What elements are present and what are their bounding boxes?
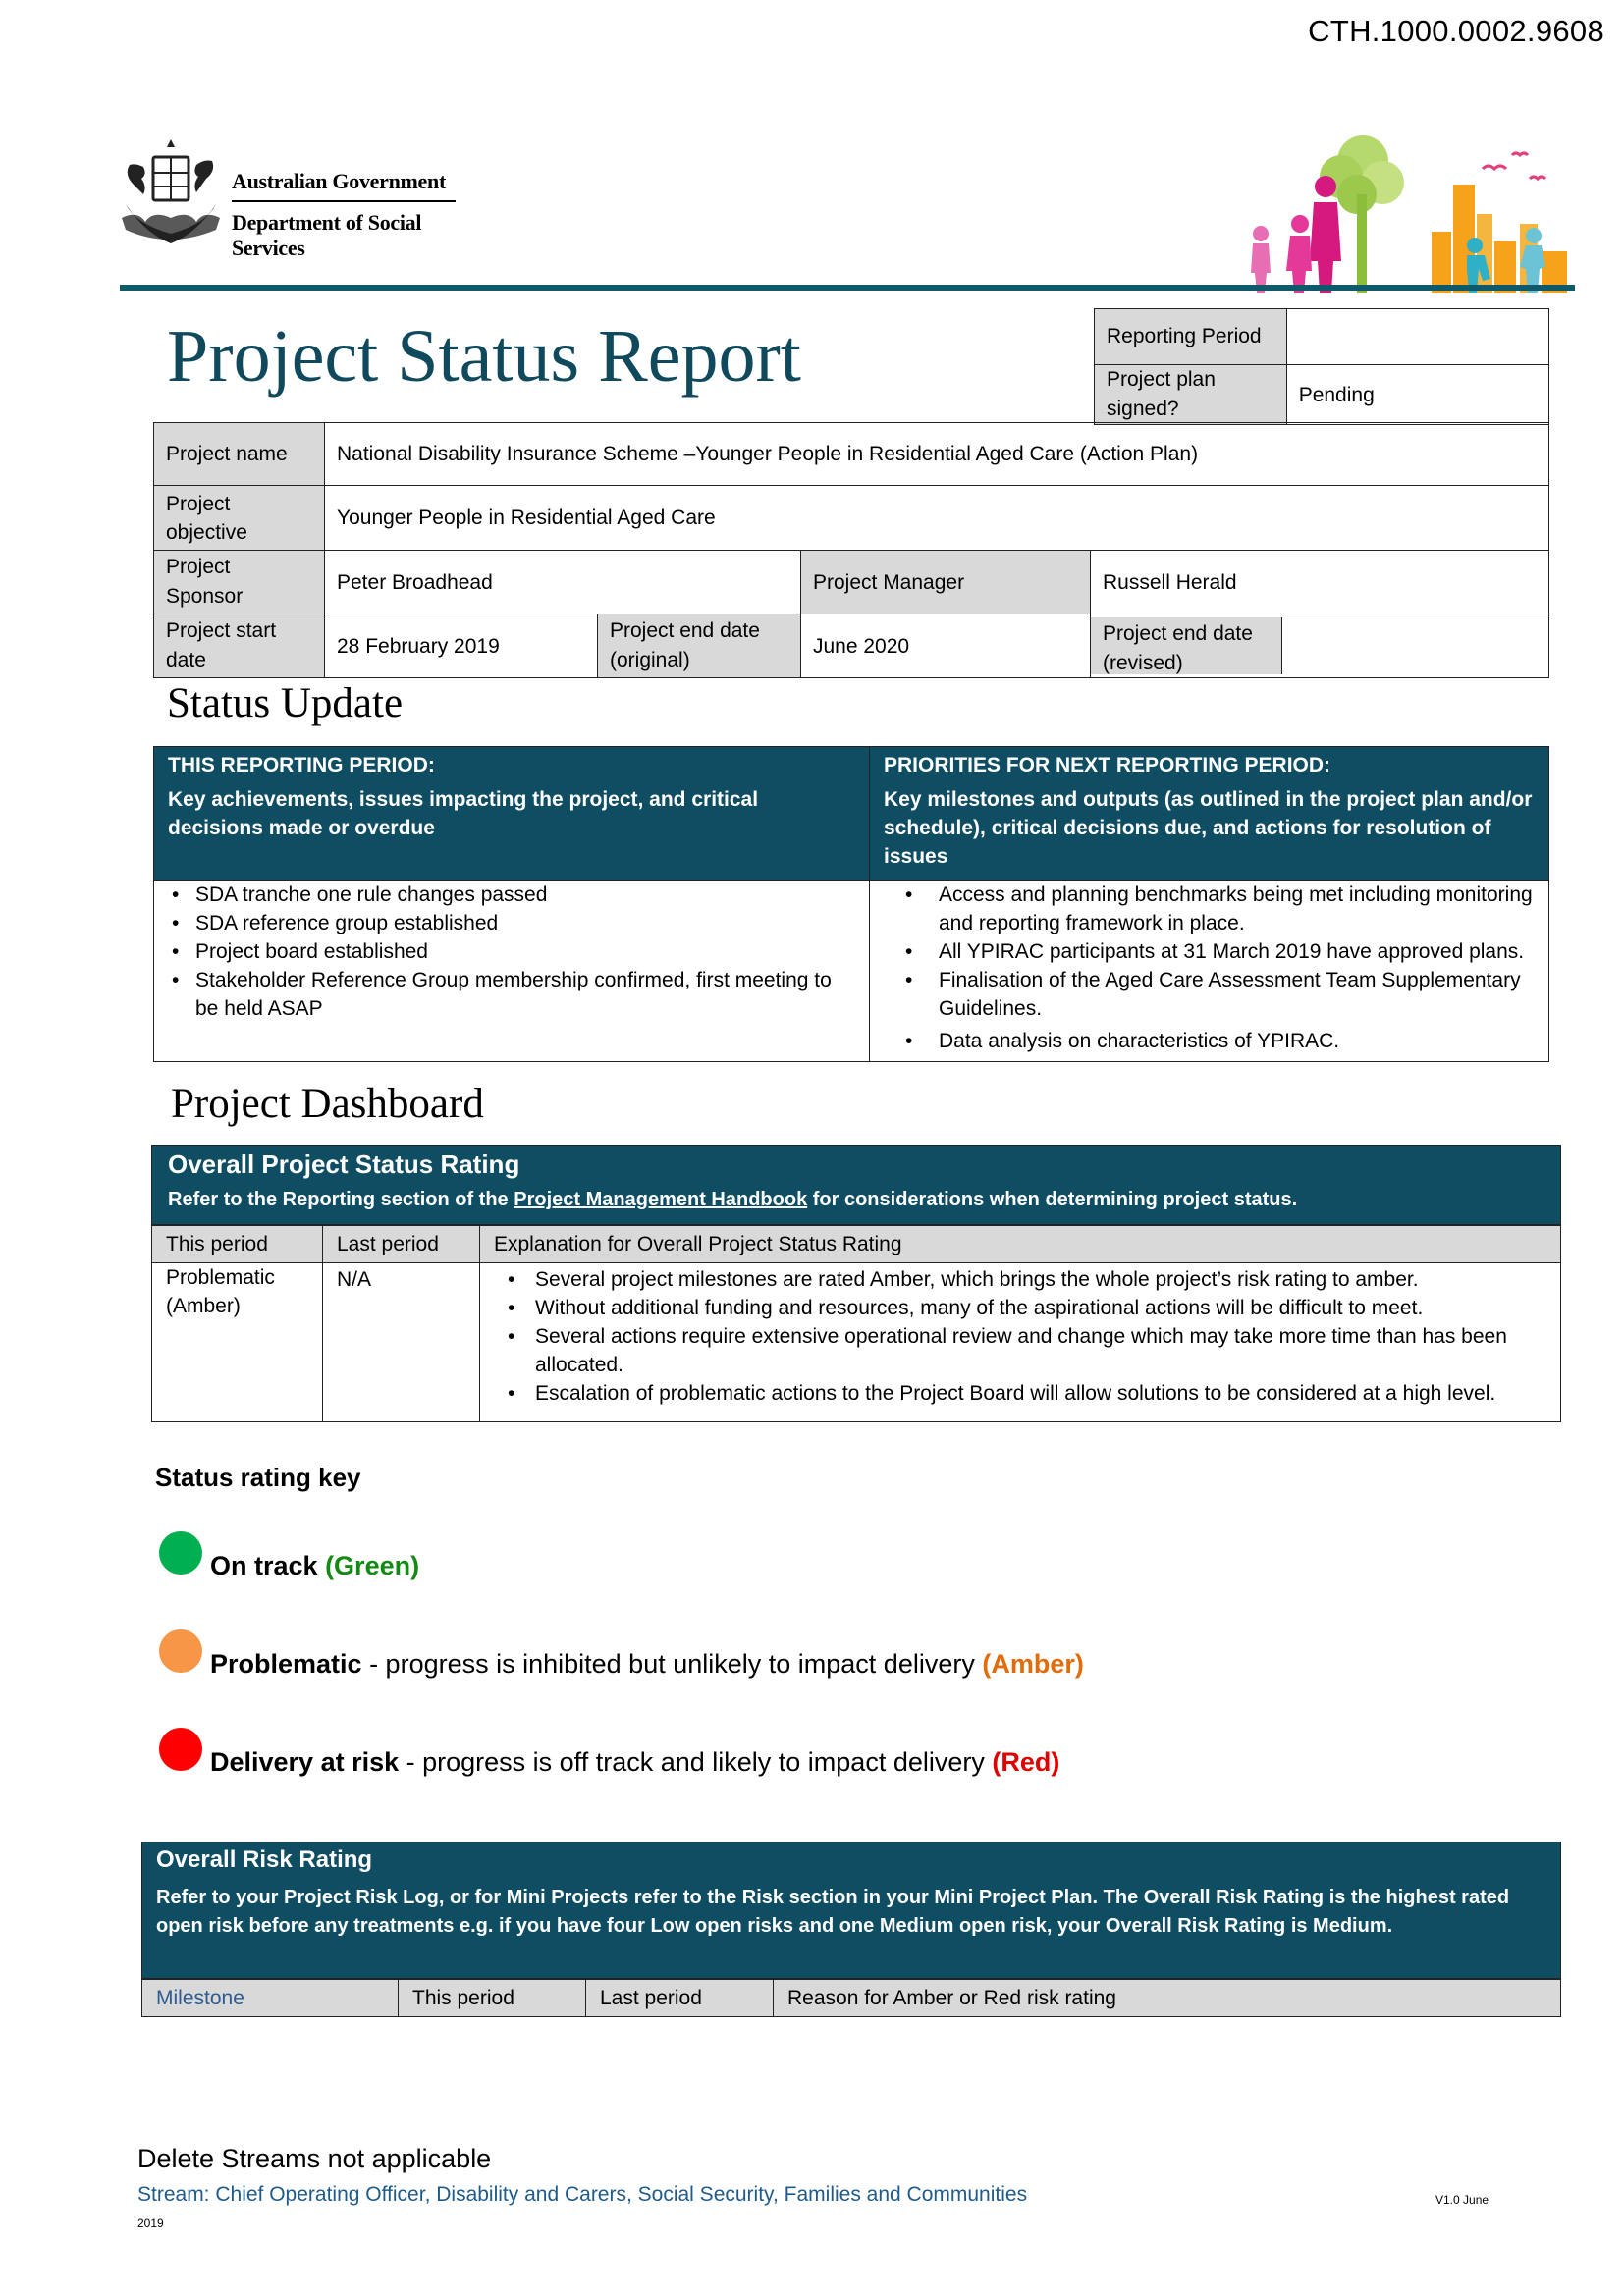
version-year: 2019 [137, 2216, 164, 2230]
risk-header-box [141, 1842, 1561, 1979]
family-banner-illustration [1235, 126, 1579, 293]
report-meta-table [1094, 308, 1549, 425]
header-rule [120, 285, 1575, 291]
plan-signed-label: Project plan signed? [1095, 365, 1287, 425]
this-period-header [154, 747, 870, 881]
version-label: V1.0 June [1435, 2193, 1489, 2207]
list-item: • SDA reference group established [158, 909, 857, 937]
key-delivery-at-risk [210, 1747, 1059, 1778]
government-logo [116, 135, 460, 260]
explanation-cell [480, 1263, 1561, 1422]
project-end-revised-label: Project end date (revised) [1091, 617, 1282, 674]
project-name-label: Project name [154, 423, 325, 486]
dashboard-sub-text: Refer to the Reporting section of the [168, 1189, 514, 1210]
project-manager-label: Project Manager [801, 551, 1091, 614]
project-end-revised-cell [1091, 614, 1549, 678]
key-on-track [210, 1551, 419, 1581]
list-item: • Stakeholder Reference Group membership confirmed, first meeting to be held ASAP [158, 966, 857, 1023]
key-text: - progress is inhibited but unlikely to impact delivery [361, 1649, 983, 1679]
coat-of-arms-icon [116, 135, 226, 251]
dashboard-sub-text-end: for considerations when determining project status. [807, 1189, 1298, 1210]
project-objective-value: Younger People in Residential Aged Care [325, 486, 1549, 551]
project-start-value: 28 February 2019 [325, 614, 598, 678]
list-item: • Data analysis on characteristics of YPIRAC. [892, 1027, 1537, 1055]
plan-signed-value: Pending [1286, 365, 1548, 425]
reporting-period-label: Reporting Period [1095, 309, 1287, 365]
key-label: On track [210, 1551, 318, 1580]
list-item: • Project board established [158, 937, 857, 966]
key-label: Delivery at risk [210, 1747, 400, 1777]
list-item: • Escalation of problematic actions to the Project Board will allow solutions to be considered at a high level. [494, 1379, 1546, 1408]
project-end-revised-value [1282, 617, 1548, 674]
logo-line-1: Australian Government [232, 169, 446, 193]
status-update-table [153, 746, 1549, 1062]
reporting-period-value [1286, 309, 1548, 365]
last-period-rating: N/A [323, 1263, 480, 1422]
col-last-period: Last period [323, 1226, 480, 1263]
col-reason: Reason for Amber or Red risk rating [774, 1980, 1561, 2017]
col-risk-last-period: Last period [586, 1980, 774, 2017]
this-period-rating: Problematic (Amber) [152, 1263, 323, 1422]
list-item: • SDA tranche one rule changes passed [158, 881, 857, 909]
project-sponsor-label: Project Sponsor [154, 551, 325, 614]
project-details-table [153, 422, 1549, 678]
green-status-dot-icon [159, 1531, 202, 1575]
project-manager-value: Russell Herald [1091, 551, 1549, 614]
list-item: • Several project milestones are rated Amber, which brings the whole project’s risk rating to amber. [494, 1265, 1546, 1294]
delete-streams-note: Delete Streams not applicable [137, 2144, 492, 2173]
dashboard-box-subtitle [168, 1189, 1297, 1211]
project-sponsor-value: Peter Broadhead [325, 551, 801, 614]
risk-box-title: Overall Risk Rating [156, 1846, 373, 1873]
handbook-link[interactable]: Project Management Handbook [514, 1189, 808, 1210]
risk-box-subtitle: Refer to your Project Risk Log, or for Mini Projects refer to the Risk section in your Mini Project Plan. The Overall Risk Rating is the highest rated open risk before any treatments e.g. if you have four Low open risks and one Medium open risk, your Overall Risk Rating is Medium. [156, 1887, 1510, 1937]
col-explanation: Explanation for Overall Project Status Rating [480, 1226, 1561, 1263]
col-this-period: This period [152, 1226, 323, 1263]
col-milestone: Milestone [142, 1980, 399, 2017]
list-item: • Several actions require extensive operational review and change which may take more time than has been allocated. [494, 1322, 1546, 1379]
col-risk-this-period: This period [399, 1980, 586, 2017]
red-status-dot-icon [159, 1728, 202, 1771]
list-item: • Access and planning benchmarks being met including monitoring and reporting framework in place. [892, 881, 1537, 937]
list-item: • Finalisation of the Aged Care Assessment Team Supplementary Guidelines. [892, 966, 1537, 1023]
project-end-original-value: June 2020 [801, 614, 1091, 678]
project-objective-label: Project objective [154, 486, 325, 551]
project-dashboard-heading: Project Dashboard [171, 1081, 484, 1127]
this-period-subtitle: Key achievements, issues impacting the project, and critical decisions made or overdue [168, 788, 759, 839]
key-text: - progress is off track and likely to impact delivery [399, 1747, 993, 1777]
stream-line: Stream: Chief Operating Officer, Disability and Carers, Social Security, Families and Communities [137, 2183, 1028, 2206]
this-period-title: THIS REPORTING PERIOD: [168, 754, 435, 776]
logo-divider [232, 200, 456, 202]
dashboard-box-title: Overall Project Status Rating [168, 1149, 520, 1179]
status-key-title: Status rating key [155, 1463, 361, 1492]
list-item: • All YPIRAC participants at 31 March 2019 have approved plans. [892, 937, 1537, 966]
key-problematic [210, 1649, 1084, 1680]
document-id: CTH.1000.0002.9608 [1308, 14, 1604, 48]
next-period-body [870, 881, 1549, 1062]
key-text [318, 1551, 326, 1580]
logo-line-2: Department of Social Services [232, 210, 422, 260]
project-start-label: Project start date [154, 614, 325, 678]
next-period-title: PRIORITIES FOR NEXT REPORTING PERIOD: [884, 754, 1331, 776]
project-end-original-label: Project end date (original) [598, 614, 801, 678]
key-tag: (Amber) [982, 1649, 1084, 1679]
next-period-header [870, 747, 1549, 881]
next-period-subtitle: Key milestones and outputs (as outlined in the project plan and/or schedule), critical decisions due, and actions for resolution of issues [884, 788, 1533, 868]
key-tag: (Green) [325, 1551, 420, 1580]
dashboard-table [151, 1225, 1561, 1422]
key-label: Problematic [210, 1649, 362, 1679]
page-title: Project Status Report [167, 315, 801, 398]
risk-table [141, 1979, 1561, 2017]
amber-status-dot-icon [159, 1629, 202, 1673]
project-name-value: National Disability Insurance Scheme –Younger People in Residential Aged Care (Action Plan) [325, 423, 1549, 486]
dashboard-header-box [151, 1145, 1561, 1225]
list-item: • Without additional funding and resources, many of the aspirational actions will be difficult to meet. [494, 1294, 1546, 1322]
key-tag: (Red) [992, 1747, 1060, 1777]
this-period-body [154, 881, 870, 1062]
status-update-heading: Status Update [167, 680, 404, 726]
